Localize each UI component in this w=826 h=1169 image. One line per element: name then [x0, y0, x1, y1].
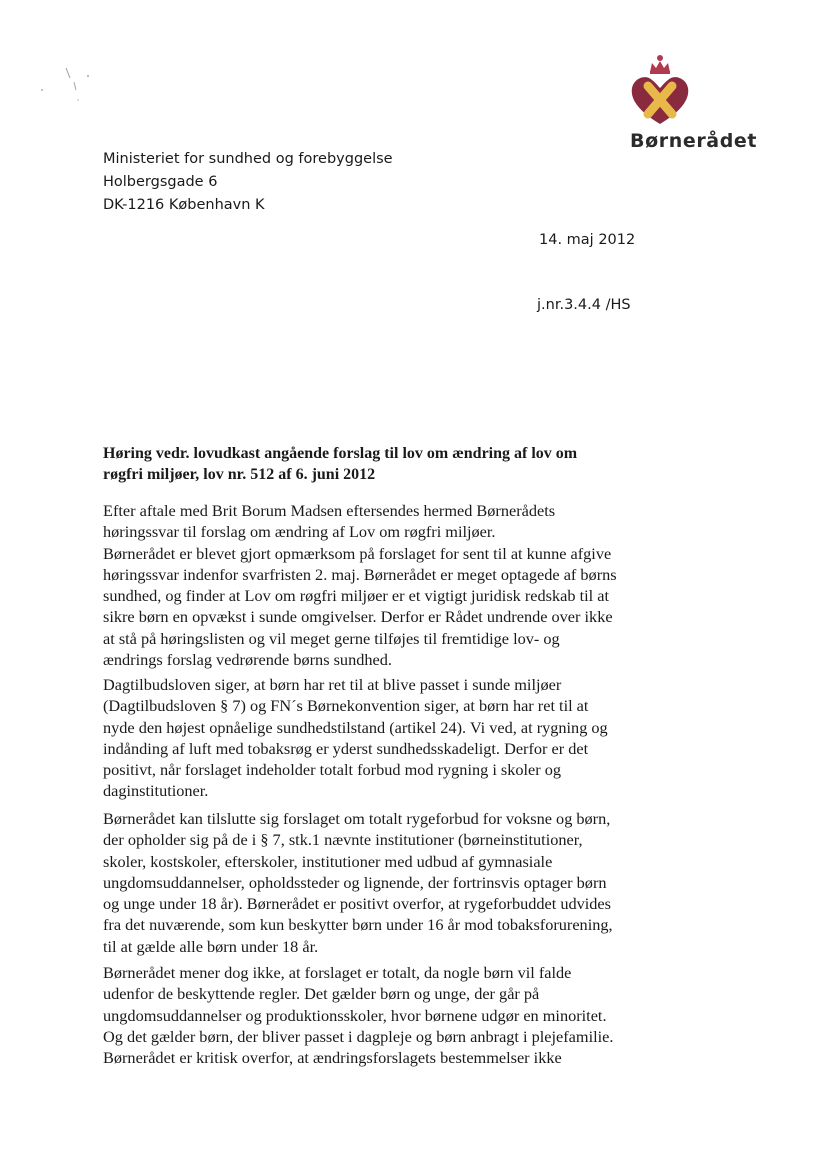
text-line: skoler, kostskoler, efterskoler, institutioner med udbud af gymnasiale: [103, 851, 553, 871]
text-line: og unge under 18 år). Børnerådet er positivt overfor, at rygeforbuddet udvides: [103, 894, 611, 914]
text-line: Efter aftale med Brit Borum Madsen eftersendes hermed Børnerådets: [103, 501, 556, 520]
text-line: positivt, når forslaget indeholder totalt forbud mod rygning i skoler og: [103, 760, 562, 780]
text-line: sundhed, og finder at Lov om røgfri miljøer er et vigtigt juridisk redskab til at: [103, 586, 609, 606]
logo-wordmark: Børnerådet: [630, 130, 758, 152]
recipient-street: Holbergsgade 6: [103, 174, 218, 190]
text-line: ændrings forslag vedrørende børns sundhed.: [103, 650, 392, 670]
text-line: daginstitutioner.: [103, 781, 209, 801]
recipient-city: DK-1216 København K: [103, 197, 265, 213]
body-paragraph: [103, 808, 613, 957]
journal-number: j.nr.3.4.4 /HS: [537, 297, 631, 313]
text-line: sikre børn en opvækst i sunde omgivelser. Derfor er Rådet undrende over ikke: [103, 607, 613, 627]
text-line: fra det nuværende, som kun beskytter børn under 16 år mod tobaksforurening,: [103, 915, 613, 935]
text-line: til at gælde alle børn under 18 år.: [103, 936, 319, 956]
letter-date: 14. maj 2012: [539, 232, 636, 248]
text-line: at stå på høringslisten og vil meget gerne tilføjes til fremtidige lov- og: [103, 628, 560, 648]
text-line: høringssvar indenfor svarfristen 2. maj. Børnerådet er meget optagede af børns: [103, 564, 617, 584]
text-line: Børnerådet er blevet gjort opmærksom på forslaget for sent til at kunne afgive: [103, 543, 612, 563]
body-paragraph: [103, 674, 608, 802]
text-line: indånding af luft med tobaksrøg er yderst sundhedsskadeligt. Derfor er det: [103, 738, 589, 758]
subject-heading: [103, 443, 663, 485]
recipient-address: [103, 148, 393, 217]
text-line: udenfor de beskyttende regler. Det gælder børn og unge, der går på: [103, 984, 540, 1004]
scan-specks: [30, 60, 110, 110]
body-paragraph: [103, 500, 617, 670]
text-line: Dagtilbudsloven siger, at børn har ret til at blive passet i sunde miljøer: [103, 675, 562, 694]
text-line: (Dagtilbudsloven § 7) og FN´s Børnekonvention siger, at børn har ret til at: [103, 696, 589, 716]
text-line: der opholder sig på de i § 7, stk.1 nævnte institutioner (børneinstitutioner,: [103, 830, 583, 850]
subject-line: Høring vedr. lovudkast angående forslag til lov om ændring af lov om: [103, 445, 578, 462]
text-line: Børnerådet mener dog ikke, at forslaget er totalt, da nogle børn vil falde: [103, 963, 572, 982]
text-line: Børnerådet er kritisk overfor, at ændringsforslagets bestemmelser ikke: [103, 1048, 562, 1068]
borneradet-logo: [624, 52, 794, 156]
recipient-name: Ministeriet for sundhed og forebyggelse: [103, 151, 393, 167]
text-line: ungdomsuddannelser, opholdssteder og lignende, der fortrinsvis optager børn: [103, 872, 607, 892]
text-line: Og det gælder børn, der bliver passet i dagpleje og børn anbragt i plejefamilie.: [103, 1026, 614, 1046]
text-line: ungdomsuddannelser og produktionsskoler, hvor børnene udgør en minoritet.: [103, 1005, 607, 1025]
body-paragraph: [103, 962, 613, 1068]
text-line: Børnerådet kan tilslutte sig forslaget om totalt rygeforbud for voksne og børn,: [103, 809, 611, 828]
subject-line: røgfri miljøer, lov nr. 512 af 6. juni 2012: [103, 466, 376, 483]
heart-cross-crown-icon: [628, 52, 692, 128]
text-line: nyde den højest opnåelige sundhedstilstand (artikel 24). Vi ved, at rygning og: [103, 717, 608, 737]
text-line: høringssvar til forslag om ændring af Lov om røgfri miljøer.: [103, 522, 496, 542]
